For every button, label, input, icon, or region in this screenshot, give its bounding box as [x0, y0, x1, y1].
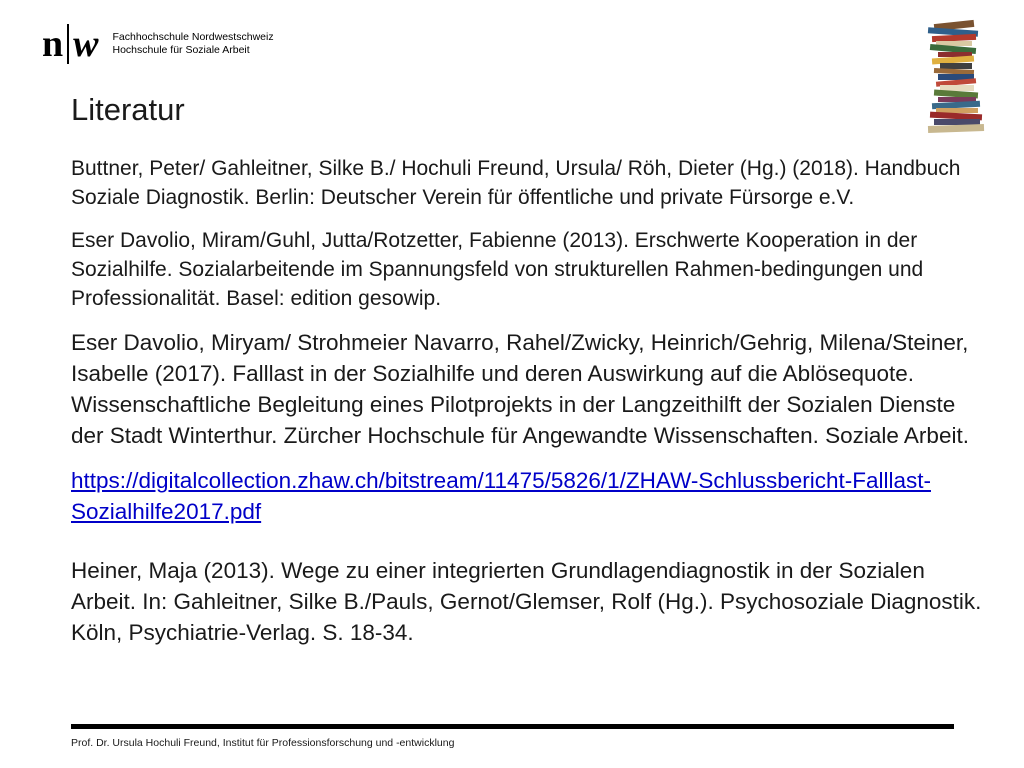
reference-link[interactable]: https://digitalcollection.zhaw.ch/bitstream/11475/5826/1/ZHAW-Schlussbericht-Falllast-Sozialhilfe2017.pdf [71, 468, 931, 524]
institution-name-line1: Fachhochschule Nordwestschweiz [112, 31, 274, 43]
book-stack-icon [912, 18, 1002, 136]
reference-list [71, 154, 991, 662]
slide-title: Literatur [71, 92, 185, 127]
reference-item: Heiner, Maja (2013). Wege zu einer integrierten Grundlagendiagnostik in der Sozialen Arbeit. In: Gahleitner, Silke B./Pauls, Gernot/Glemser, Rolf (Hg.). Psychosoziale Diagnostik. Köln, Psychiatrie-Verlag. S. 18-34. [71, 558, 982, 645]
logo-letter-n: n [42, 23, 64, 65]
reference-item: Eser Davolio, Miram/Guhl, Jutta/Rotzetter, Fabienne (2013). Erschwerte Kooperation in der Sozialhilfe. Sozialarbeitende im Spannungsfeld von strukturellen Rahmen-bedingungen und Professionalität. Basel: edition gesowip. [71, 229, 924, 310]
logo-letter-w: w [73, 23, 99, 65]
fhnw-logo-mark [42, 24, 99, 64]
reference-item: Buttner, Peter/ Gahleitner, Silke B./ Hochuli Freund, Ursula/ Röh, Dieter (Hg.) (2018). Handbuch Soziale Diagnostik. Berlin: Deutscher Verein für öffentliche und private Fürsorge e.V. [71, 157, 961, 209]
logo-separator [67, 24, 69, 64]
footer-divider [71, 724, 954, 729]
institution-name-line2: Hochschule für Soziale Arbeit [112, 44, 250, 56]
footer-text: Prof. Dr. Ursula Hochuli Freund, Institut für Professionsforschung und -entwicklung [71, 737, 455, 749]
institution-logo [42, 24, 274, 64]
reference-item: Eser Davolio, Miryam/ Strohmeier Navarro, Rahel/Zwicky, Heinrich/Gehrig, Milena/Steiner, Isabelle (2017). Falllast in der Sozialhilfe und deren Auswirkung auf die Ablösequote. Wissenschaftliche Begleitung eines Pilotprojekts in der Langzeithilft der Sozialen Dienste der Stadt Winterthur. Zürcher Hochschule für Angewandte Wissenschaften. Soziale Arbeit. [71, 330, 969, 448]
institution-name [113, 31, 274, 57]
